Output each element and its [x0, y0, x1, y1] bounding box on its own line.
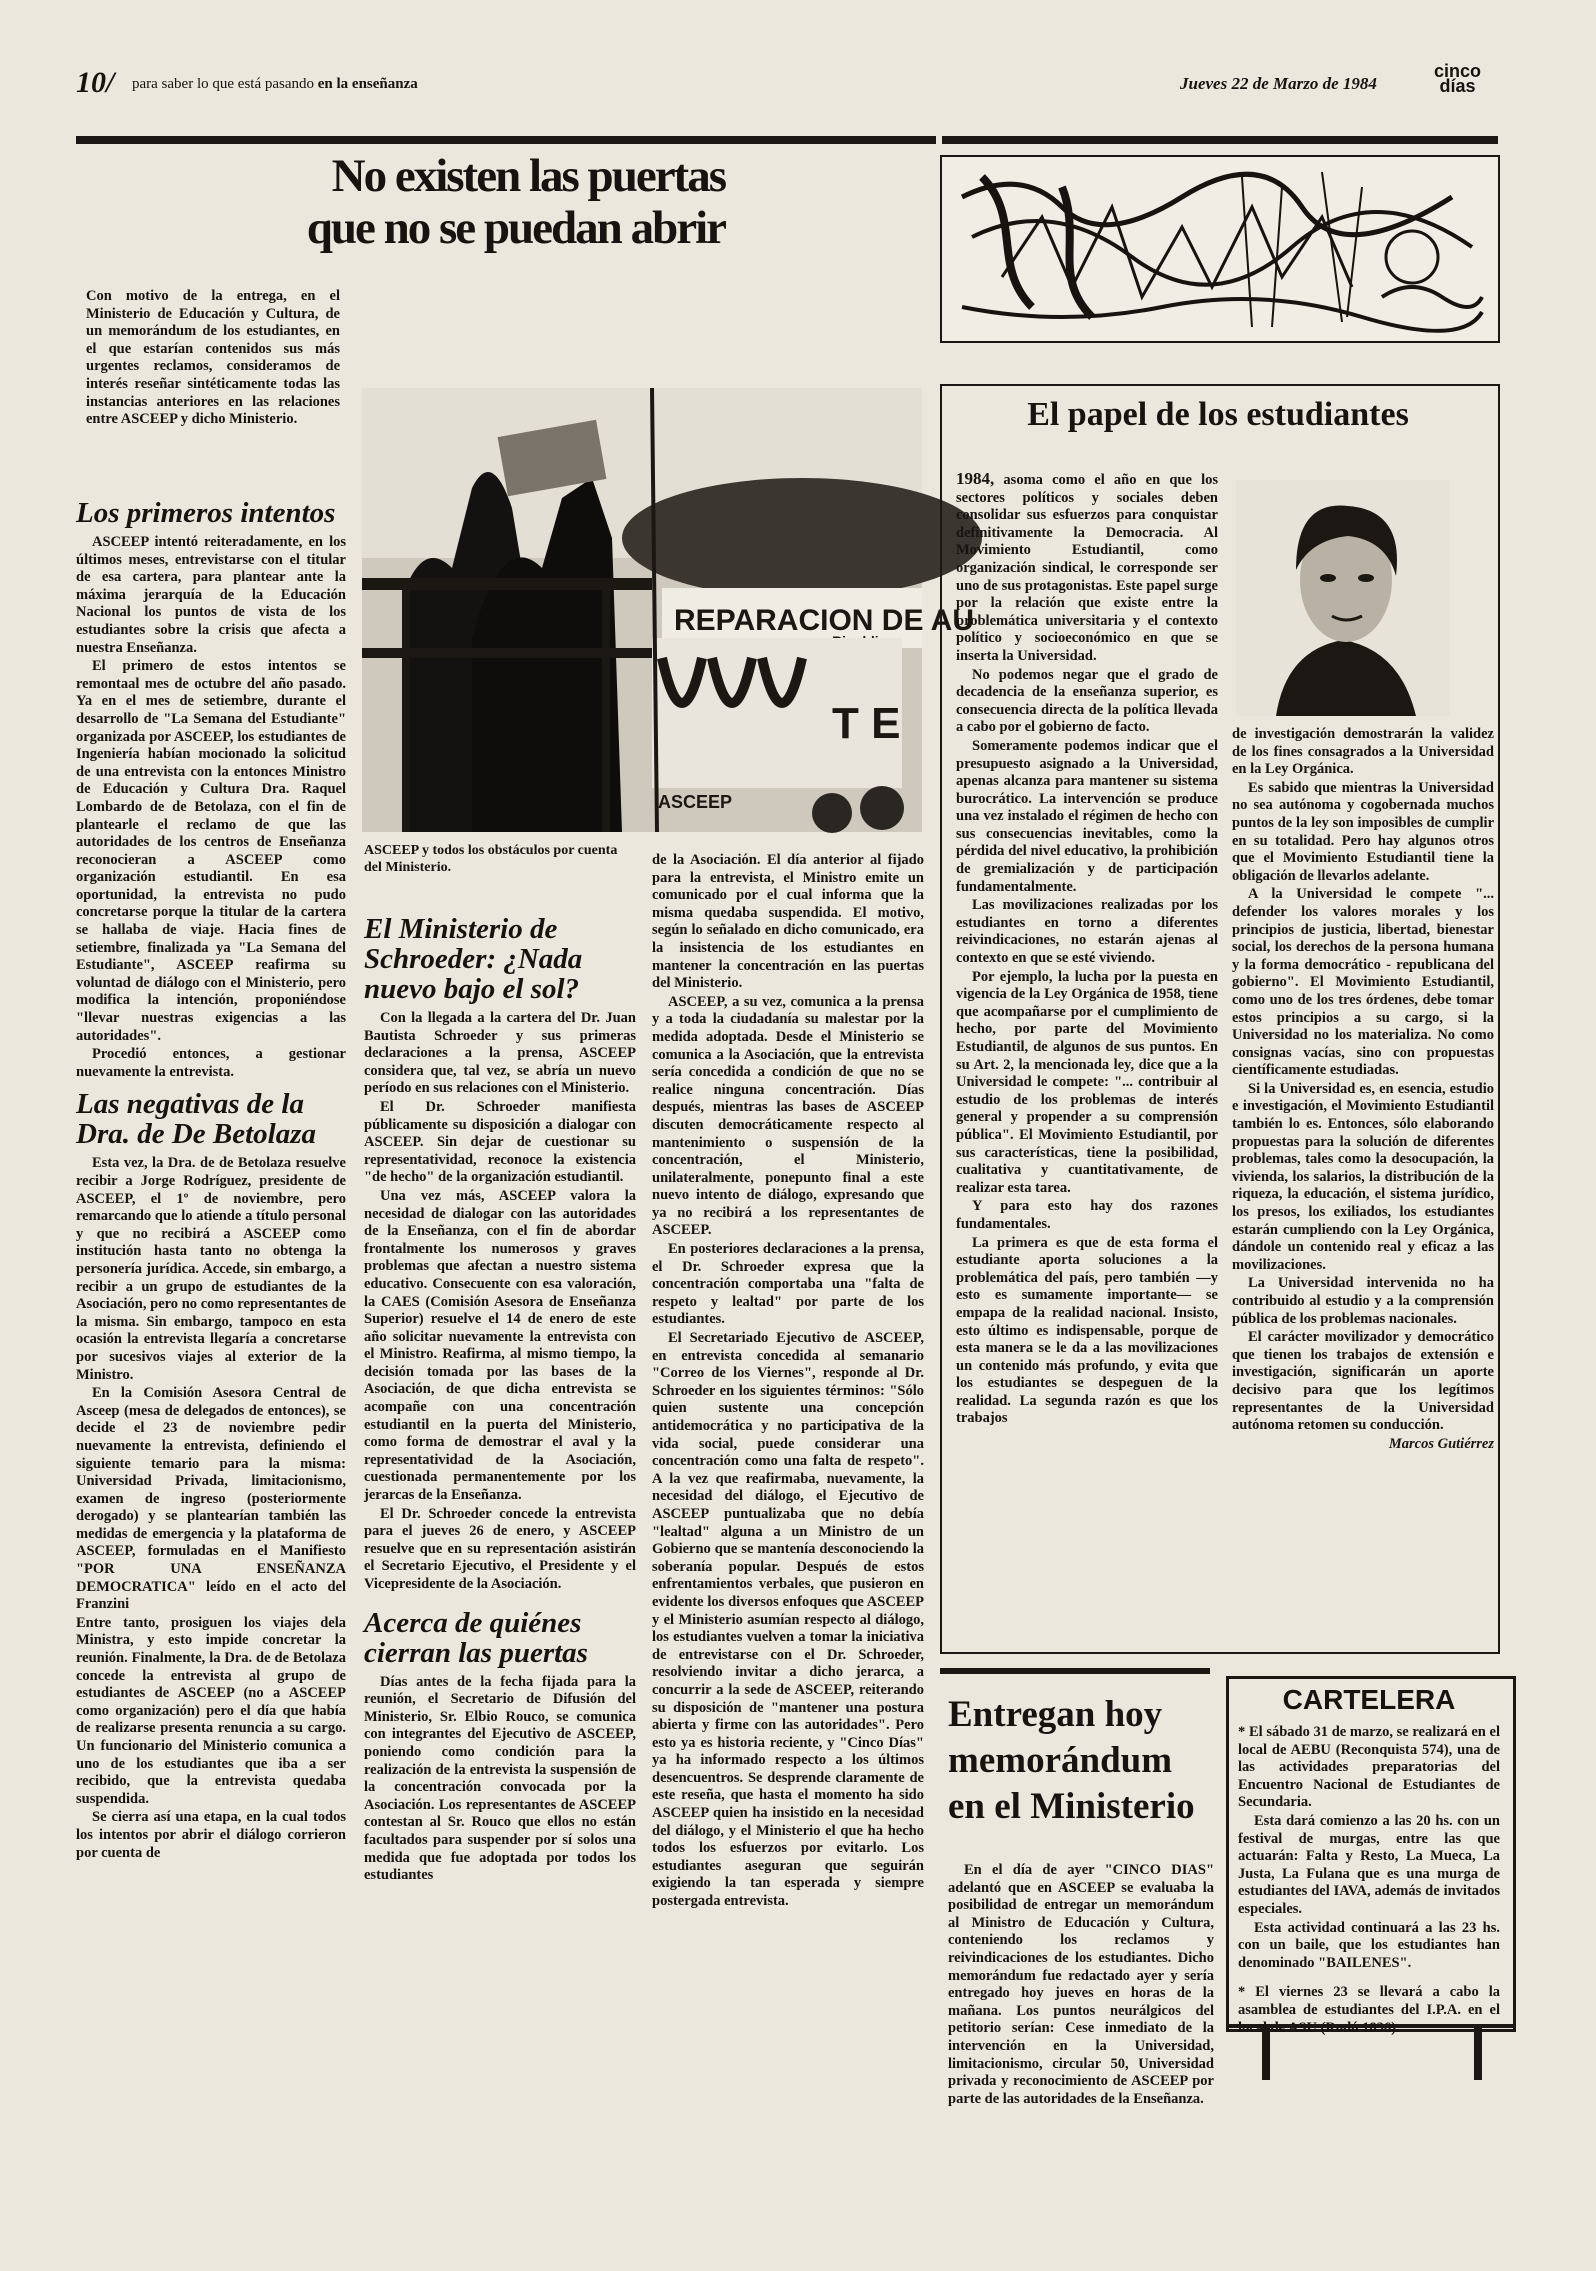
photo-caption: ASCEEP y todos los obstáculos por cuenta del Ministerio.: [364, 843, 618, 875]
paragraph: ASCEEP, a su vez, comunica a la prensa y a toda la ciudadanía su malestar por la medida adoptada. Desde el Ministerio se comunica a la Asociación, que la entrevista sería concedida a condición de que no se realice ninguna concentración. Días después, mientras las bases de ASCEEP discuten democráticamente respecto al mantenimiento o suspensión de la concentración, el Ministerio, unilateralmente, ponepunto final a este nuevo intento de diálogo, expresando que ya no recibirá a los representantes de ASCEEP.: [652, 993, 924, 1239]
paragraph: Las movilizaciones realizadas por los estudiantes en torno a diferentes reivindicaciones, no estarán ajenas al contexto en que se esté viviendo.: [956, 897, 1218, 967]
paragraph: Procedió entonces, a gestionar nuevamente la entrevista.: [76, 1046, 346, 1080]
handwriting-illustration: [940, 155, 1500, 343]
photo-sign-text: ASCEEP: [658, 792, 733, 812]
main-headline-line-1: No existen las puertas: [331, 150, 725, 202]
top-rule-right: [942, 136, 1498, 144]
author-portrait: [1236, 480, 1450, 716]
main-column-3: [652, 852, 924, 1912]
bullet-icon: *: [1238, 1984, 1246, 2001]
paragraph: Se cierra así una etapa, en la cual todos los intentos por abrir el diálogo corrieron por cuenta de: [76, 1809, 346, 1861]
protest-photo-drawing: [362, 388, 975, 832]
lead-text: asoma como el año en que los sectores políticos y sociales deben consolidar sus esfuerzos para conquistar definitivamente la Democracia. Al Movimiento Estudiantil, como organización sindical, le corresponde ser uno de sus protagonistas. Este papel surge por la relación que existe entre la problemática universitaria y el contexto político y socioeconómico en que se inserta la Universidad.: [956, 472, 1218, 664]
paragraph: Si la Universidad es, en esencia, estudio e investigación, el Movimiento Estudiantil también lo es. Entonces, sólo elaborando propuestas para la solución de diferentes problemas, tales como la desocupación, la vivienda, los salarios, la distribución de la riqueza, la educación, el sistema jurídico, los presos, los exiliados, los estudiantes estarán cumpliendo con la Ley Orgánica, dándole un contenido real y eficaz a las movilizaciones.: [1232, 1080, 1494, 1273]
paragraph: Una vez más, ASCEEP valora la necesidad de dialogar con las autoridades de la Enseñanza, con el fin de abordar frontalmente los numerosos y graves problemas que afectan a nuestro sistema educativo. Consecuente con esa valoración, la CAES (Comisión Asesora de Enseñanza Superior) resuelve el 14 de enero de este año solicitar nuevamente la entrevista con el Ministro. Reafirma, al mismo tiempo, la decisión tomada por las bases de la Asociación, de que dicha entrevista se acompañe con una concentración estudiantil en la puerta del Ministerio, como forma de demostrar el aval y la representatividad de la Asociación, cuestionada permanentemente por los jerarcas de la Enseñanza.: [364, 1187, 636, 1504]
article-intro: Con motivo de la entrega, en el Ministerio de Educación y Cultura, de un memorándum de los estudiantes, en el que estarían contenidos sus más urgentes reclamos, consideramos de interés reseñar sintéticamente todas las instancias anteriores en las relaciones entre ASCEEP y dicho Ministerio.: [86, 288, 340, 428]
memo-top-rule: [940, 1668, 1210, 1674]
paragraph: Entre tanto, prosiguen los viajes dela Ministra, y esto impide concretar la reunión. Finalmente, la Dra. de de Betolaza concede la entrevista al grupo de estudiantes de ASCEEP (no a ASCEEP como organización) pero el día que había de realizarse presenta renuncia a su cargo. Un funcionario del Ministerio comunica a uno de los estudiantes que iba a ser recibido, que la entrevista quedaba suspendida.: [76, 1614, 346, 1807]
paragraph: Con la llegada a la cartera del Dr. Juan Bautista Schroeder y sus primeras declaraciones a la prensa, ASCEEP considera que, tal vez, se abría un nuevo período en sus relaciones con el Ministerio.: [364, 1010, 636, 1097]
students-column-1: [956, 470, 1218, 1429]
students-article-title: El papel de los estudiantes: [1027, 396, 1409, 433]
memo-column: [948, 1862, 1214, 2109]
scribble-drawing: [942, 157, 1498, 341]
paragraph: de investigación demostrarán la validez de los fines consagrados a la Universidad en la Ley Orgánica.: [1232, 726, 1494, 778]
paragraph: La Universidad intervenida no ha contribuido al estudio y a la comprensión pública de los problemas nacionales.: [1232, 1275, 1494, 1327]
page-number: 10/: [76, 66, 115, 99]
section-tagline: [132, 76, 418, 93]
paragraph: El Dr. Schroeder concede la entrevista para el jueves 26 de enero, y ASCEEP resuelve que en su representación asistirán el Secretario Ejecutivo, el Presidente y el Vicepresidente de la Asociación.: [364, 1505, 636, 1592]
photo-banner-text: REPARACION DE AU: [674, 604, 975, 637]
paragraph: Días antes de la fecha fijada para la reunión, el Secretario de Difusión del Ministerio, Sr. Elbio Rouco, se comunica con integrantes del Ejecutivo de ASCEEP, poniendo como condición para la realización de la entrevista la suspensión de la concentración convocada por la Asociación. Los representantes de ASCEEP contestan al Sr. Rouco que ellos no están facultados para suspender por sí solos una medida que fue adoptada por todos los estudiantes: [364, 1673, 636, 1884]
paragraph: En posteriores declaraciones a la prensa, el Dr. Schroeder expresa que la concentración comportaba una "falta de respeto y lealtad" por parte de los estudiantes.: [652, 1241, 924, 1328]
paragraph: Es sabido que mientras la Universidad no sea autónoma y cogobernada muchos puntos de la ley son imposibles de cumplir en su totalidad. Pero hay algunos otros que el Movimiento Estudiantil tiene la obligación de llevarlos adelante.: [1232, 779, 1494, 884]
portrait-drawing: [1236, 480, 1450, 716]
protest-photo: [362, 388, 975, 832]
cartelera-leg-right: [1474, 2028, 1482, 2080]
paragraph: El primero de estos intentos se remontaal mes de octubre del año pasado. Ya en el mes de setiembre, durante el desarrollo de "La Semana del Estudiante" organizada por ASCEEP, los estudiantes de Ingeniería habían mocionado la solicitud de una entrevista con la entonces Ministro de Educación y Cultura Dra. Raquel Lombardo de de Betolaza, con el fin de plantearle el reclamo de que las autoridades de los centros de Enseñanza reconocieran a ASCEEP como organización estudiantil. En esa oportunidad, la entrevista no pudo concretarse porque la titular de la cartera se hallaba de viaje. Hacia fines de setiembre, finalizada ya "La Semana del Estudiante", ASCEEP reafirma su voluntad de diálogo con el Ministerio, pero modifica la intención, proponiéndose "llevar nuestras exigencias a las autoridades".: [76, 658, 346, 1044]
cartelera-leg-left: [1262, 2028, 1270, 2080]
paragraph: Y para esto hay dos razones fundamentales.: [956, 1198, 1218, 1232]
memo-headline: Entregan hoy memorándum en el Ministerio: [948, 1694, 1195, 1827]
paragraph: Someramente podemos indicar que el presupuesto asignado a la Universidad, apenas alcanza para mantener su sistema burocrático. La intervención se produce una vez instalado el régimen de hecho con sus consecuencias inevitables, como la pérdida del nivel educativo, la prohibición de gremialización y de participación fundamentalmente.: [956, 737, 1218, 895]
paragraph: La primera es que de esta forma el estudiante aporta soluciones a la problemática del país, pero también —y esto es sumamente importante— se empapa de la realidad nacional. Insisto, esto último es indispensable, porque de esta manera se le da a las movilizaciones un contenido más profundo, y evita que los estudiantes se despeguen de la realidad. La segunda razón es que los trabajos: [956, 1234, 1218, 1427]
subhead-cierran-puertas: Acerca de quiénes cierran las puertas: [364, 1606, 588, 1669]
cartelera-item-text: El viernes 23 se llevará a cabo la asamblea de estudiantes del I.P.A. en el: [1238, 1984, 1501, 2018]
svg-text:T E: T E: [832, 699, 901, 748]
subhead-primeros-intentos: Los primeros intentos: [76, 497, 336, 529]
paragraph: El Secretariado Ejecutivo de ASCEEP, en entrevista concedida al semanario "Correo de los Viernes", responde al Dr. Schroeder en los siguientes términos: "Sólo quien sustente una concepción antidemocrática y no participativa de la vida social, puede considerar una concentración como una falta de respeto". A la vez que reafirmaba, nuevamente, la necesidad del diálogo, el Ejecutivo de ASCEEP puntualizaba que no debía "lealtad" alguna a un Ministro de un Gobierno que se mantenía desconociendo la soberanía popular. Después de estos enfrentamientos verbales, que pusieron en evidente los diversos enfoques que ASCEEP y el Ministerio asumían respecto al diálogo, los estudiantes vuelven a tomar la iniciativa de entrevistarse con el Dr. Schroeder, resolviendo invitar a dicho jerarca, a concurrir a la sede de ASCEEP, reiterando su disposición de "mantener una postura abierta y firme con las autoridades". Pero esto ya es historia reciente, y "Cinco Días" ya ha informado respecto a los últimos desencuentros. Se desprende claramente de este reseña, que hasta el momento ha sido ASCEEP quien ha insistido en la necesidad del diálogo, y el Ministerio el que ha hecho todos los esfuerzos por evitarlo. Los estudiantes aseguran que seguirán exigiendo la tan esperada y siempre postergada entrevista.: [652, 1330, 924, 1910]
cartelera-item: [1238, 1984, 1500, 2037]
paragraph: En el día de ayer "CINCO DIAS" adelantó que en ASCEEP se evaluaba la posibilidad de entregar un memorándum al Ministro de Educación y Cultura, conteniendo los reclamos y reivindicaciones de los estudiantes. Dicho memorándum fue redactado ayer y sería entregado hoy jueves en horas de la mañana. Los puntos neurálgicos del petitorio serían: Cese inmediato de la intervención en la Universidad, limitacionismo, circular 50, Universidad privada y reconocimiento de ASCEEP por parte de las autoridades de la Enseñanza.: [948, 1862, 1214, 2107]
issue-date: Jueves 22 de Marzo de 1984: [1180, 74, 1377, 93]
paragraph-lead: [956, 470, 1218, 666]
logo-line-1: cinco: [1434, 61, 1482, 81]
cartelera-base: [1226, 2024, 1516, 2028]
paragraph: El carácter movilizador y democrático que tienen los trabajos de extensión e investigación, significarán un aporte decisivo para que los legítimos representantes de la Universidad autónoma retomen su conducción.: [1232, 1329, 1494, 1434]
main-column-2: [364, 906, 636, 1886]
paragraph: Esta dará comienzo a las 20 hs. con un festival de murgas, entre las que actuarán: Falta y Resto, La Mueca, La Justa, La Fulana que es una murga de estudiantes del IAVA, además de invitados especiales.: [1238, 1812, 1500, 1917]
main-column-1: [76, 490, 346, 1863]
subhead-negativas: Las negativas de la Dra. de De Betolaza: [76, 1088, 317, 1151]
paragraph: A la Universidad le compete "... defender los valores morales y los principios de justicia, libertad, bienestar social, los derechos de la persona humana y la forma democrático - republicana del gobierno". El Movimiento Estudiantil, como uno de los tres órdenes, debe tomar estos principios a su cargo, si la Universidad no los materializa. No como consignas vacías, sino con propuestas científicamente estudiadas.: [1232, 886, 1494, 1079]
paragraph: Esta vez, la Dra. de de Betolaza resuelve recibir a Jorge Rodríguez, presidente de ASCEEP, el 1º de noviembre, pero remarcando que lo atiende a título personal y que no recibirá a ASCEEP como institución hasta tanto no obtenga la personería jurídica. Accede, sin embargo, a recibir a un grupo de estudiantes de la Asociación, pero no como representantes de la misma. Sin embargo, tampoco en esta ocasión la entrevista llegaría a concretarse por sucesivos viajes al exterior de la Ministro.: [76, 1155, 346, 1383]
top-rule-left: [76, 136, 936, 144]
cartelera-item: [1238, 1724, 1500, 1812]
newspaper-logo: [1434, 61, 1482, 96]
paragraph: Esta actividad continuará a las 23 hs. con un baile, que los estudiantes han denominado "BAILENES".: [1238, 1919, 1500, 1971]
lead-year: 1984,: [956, 469, 995, 488]
cartelera-item-text: El sábado 31 de marzo, se realizará en el local de AEBU (Reconquista 574), una de las actividades preparatorias del Encuentro Nacional de Estudiantes de Secundaria.: [1238, 1724, 1500, 1811]
paragraph: Por ejemplo, la lucha por la puesta en vigencia de la Ley Orgánica de 1958, tiene que acompañarse por el cumplimiento de hecho, por parte del Movimiento Estudiantil, de algunos de sus puntos. En su Art. 2, la mencionada ley, dice que a la Universidad le compete: "... contribuir al estudio de los problemas de interés general y propender a su comprensión pública". El Movimiento Estudiantil, por sus características, tiene la posibilidad, cualitativa y cuantitativamente, de realizar esta tarea.: [956, 968, 1218, 1196]
students-column-2: [1232, 726, 1494, 1454]
bullet-icon: *: [1238, 1724, 1246, 1740]
paragraph: No podemos negar que el grado de decadencia de la enseñanza superior, es consecuencia directa de la política llevada a cabo por el gobierno de facto.: [956, 666, 1218, 736]
paragraph: En la Comisión Asesora Central de Asceep (mesa de delegados de entonces), se decide el 23 de noviembre pedir nuevamente la entrevista, definiendo el siguiente temario para la misma: Universidad Privada, limitacionismo, examen de ingreso (posteriormente derogado) y se plantearían también las medidas de emergencia y la plataforma de ASCEEP, formuladas en el Manifiesto "POR UNA ENSEÑANZA DEMOCRATICA" leído en el acto del Franzini: [76, 1385, 346, 1613]
cartelera-title: CARTELERA: [1282, 1684, 1456, 1715]
logo-line-2: días: [1439, 76, 1476, 96]
subhead-ministerio-schroeder: El Ministerio de Schroeder: ¿Nada nuevo bajo el sol?: [364, 913, 583, 1005]
tagline-start: para saber lo que está pasando: [132, 76, 315, 92]
tagline-bold: en la enseñanza: [317, 76, 418, 92]
author-signature: Marcos Gutiérrez: [1388, 1435, 1494, 1452]
paragraph: de la Asociación. El día anterior al fijado para la entrevista, el Ministro emite un comunicado por el cual informa que la misma quedaba suspendida. El motivo, según lo señalado en dicho comunicado, era la insistencia de los estudiantes en mantener la concentración en las puertas del Ministerio.: [652, 852, 924, 992]
main-headline: [255, 150, 725, 254]
paragraph: El Dr. Schroeder manifiesta públicamente su disposición a dialogar con ASCEEP. Sin dejar de cuestionar su representatividad, reconoce la existencia "de hecho" de la organización estudiantil.: [364, 1098, 636, 1186]
cartelera-content: [1238, 1724, 1500, 2038]
paragraph: ASCEEP intentó reiteradamente, en los últimos meses, entrevistarse con el titular de esa cartera, para plantear ante la máxima jerarquía de la Educación Nacional los puntos de vista de los estudiantes sobre la crisis que afecta a nuestra Enseñanza.: [76, 534, 346, 656]
main-headline-line-2: que no se puedan abrir: [306, 202, 725, 254]
